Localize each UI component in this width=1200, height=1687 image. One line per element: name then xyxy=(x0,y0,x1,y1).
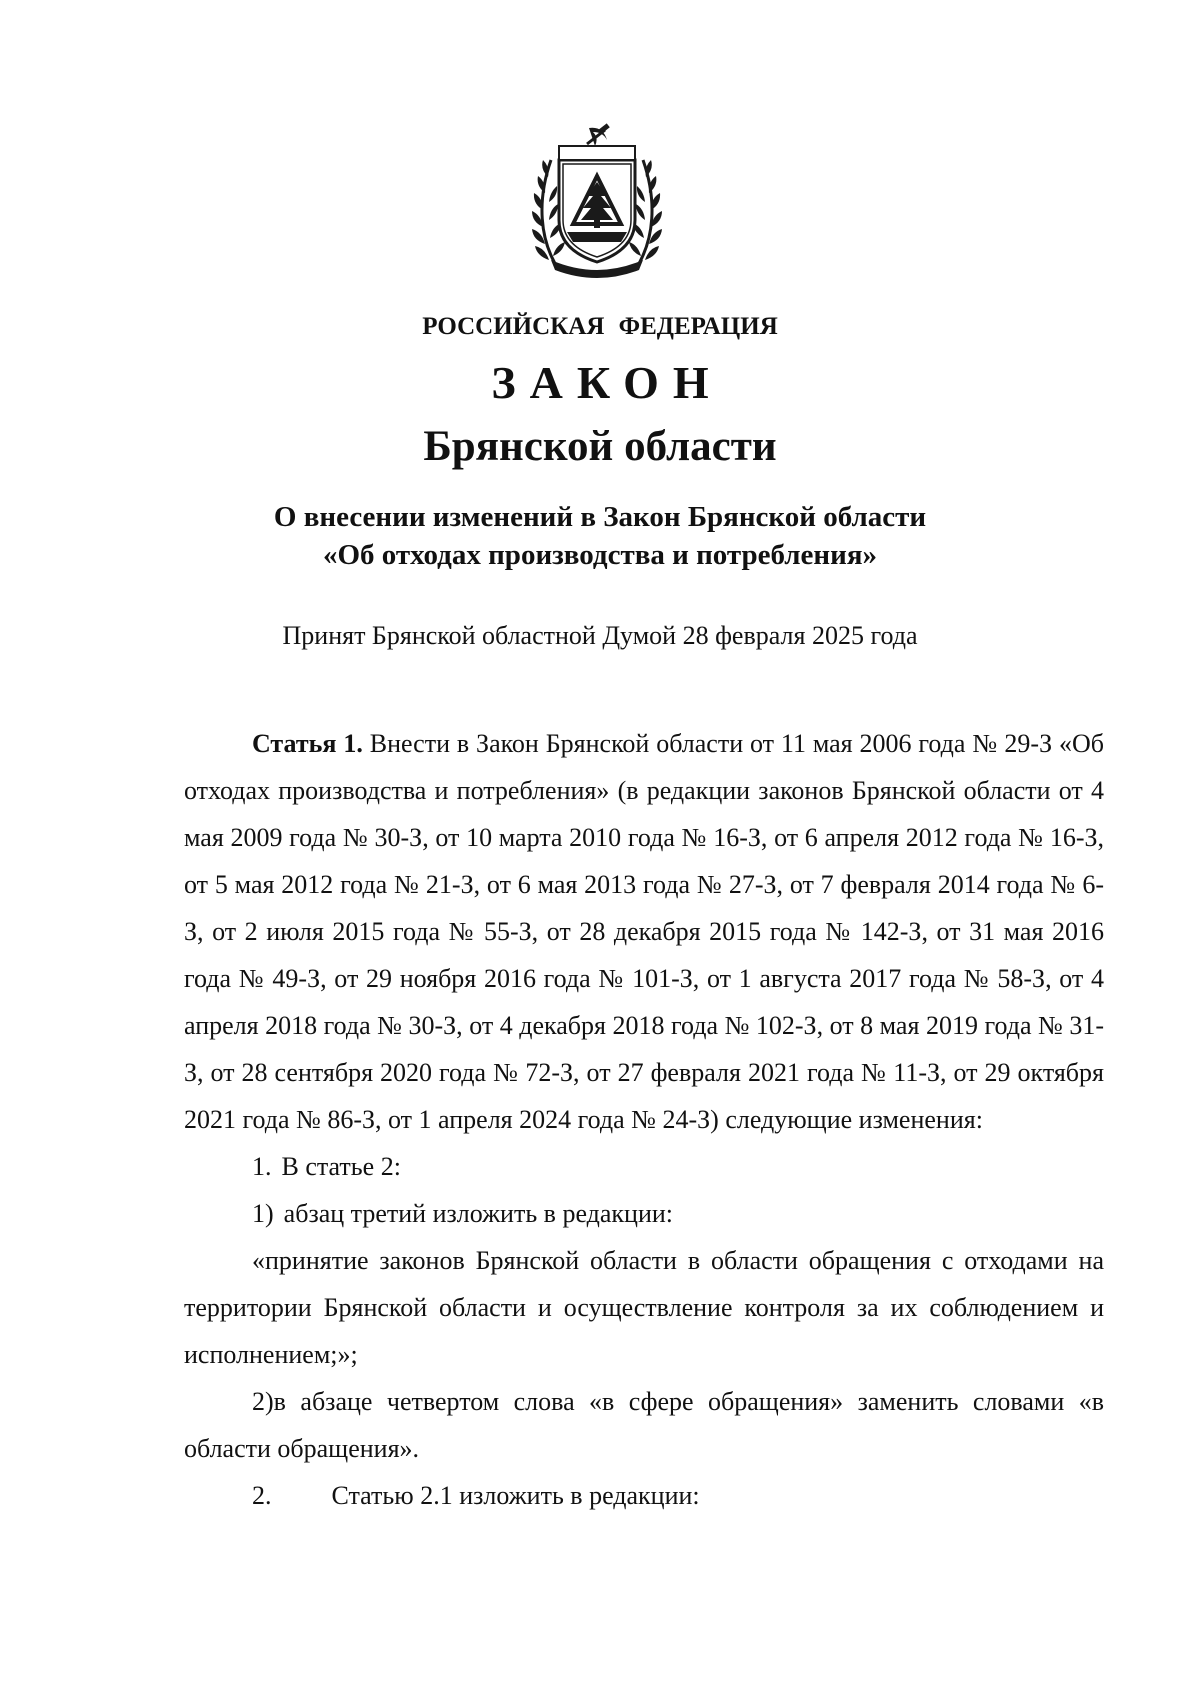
coat-of-arms-icon xyxy=(529,120,665,280)
region-heading: Брянской области xyxy=(423,423,777,470)
item-number: 1) xyxy=(252,1199,274,1228)
item-number: 2) xyxy=(252,1387,274,1416)
item-text: абзац третий изложить в редакции: xyxy=(283,1199,674,1228)
law-heading: ЗАКОН xyxy=(491,357,723,408)
adoption-note: Принят Брянской областной Думой 28 февраля 2025 года xyxy=(282,621,918,650)
quoted-paragraph: «принятие законов Брянской области в области обращения с отходами на территории Брянской области и осуществление контроля за их соблюдением и исполнением;»; xyxy=(184,1246,1104,1369)
article-1-text: Внести в Закон Брянской области от 11 мая 2006 года № 29-З «Об отходах производства и потребления» (в редакции законов Брянской области от 4 мая 2009 года № 30-З, от 10 марта 2010 года № 16-З, от 6 апреля 2012 года № 16-З, от 5 мая 2012 года № 21-З, от 6 мая 2013 года № 27-З, от 7 февраля 2014 года № 6-З, от 2 июля 2015 года № 55-З, от 28 декабря 2015 года № 142-З, от 31 мая 2016 года № 49-З, от 29 ноября 2016 года № 101-З, от 1 августа 2017 года № 58-З, от 4 апреля 2018 года № 30-З, от 4 декабря 2018 года № 102-З, от 8 мая 2019 года № 31-З, от 28 сентября 2020 года № 72-З, от 27 февраля 2021 года № 11-З, от 29 октября 2021 года № 86-З, от 1 апреля 2024 года № 24-З) следующие изменения: xyxy=(184,729,1105,1134)
item-text: в абзаце четвертом слова «в сфере обращения» заменить словами «в области обращения». xyxy=(184,1387,1104,1463)
law-body xyxy=(184,720,1104,1519)
item-text: Статью 2.1 изложить в редакции: xyxy=(331,1481,700,1510)
item-text: В статье 2: xyxy=(281,1152,401,1181)
list-item xyxy=(184,1190,1104,1237)
list-item xyxy=(184,1143,1104,1190)
item-number: 1. xyxy=(252,1152,272,1181)
law-title-line-1: О внесении изменений в Закон Брянской области xyxy=(273,501,927,533)
federation-heading: РОССИЙСКАЯ ФЕДЕРАЦИЯ xyxy=(422,313,778,340)
list-item-paragraph xyxy=(184,1378,1104,1472)
item-number: 2. xyxy=(252,1481,272,1510)
law-title-line-2: «Об отходах производства и потребления» xyxy=(322,539,878,571)
list-item xyxy=(184,1472,1104,1519)
article-1-paragraph xyxy=(184,720,1104,1143)
article-1-heading: Статья 1. xyxy=(252,729,363,758)
